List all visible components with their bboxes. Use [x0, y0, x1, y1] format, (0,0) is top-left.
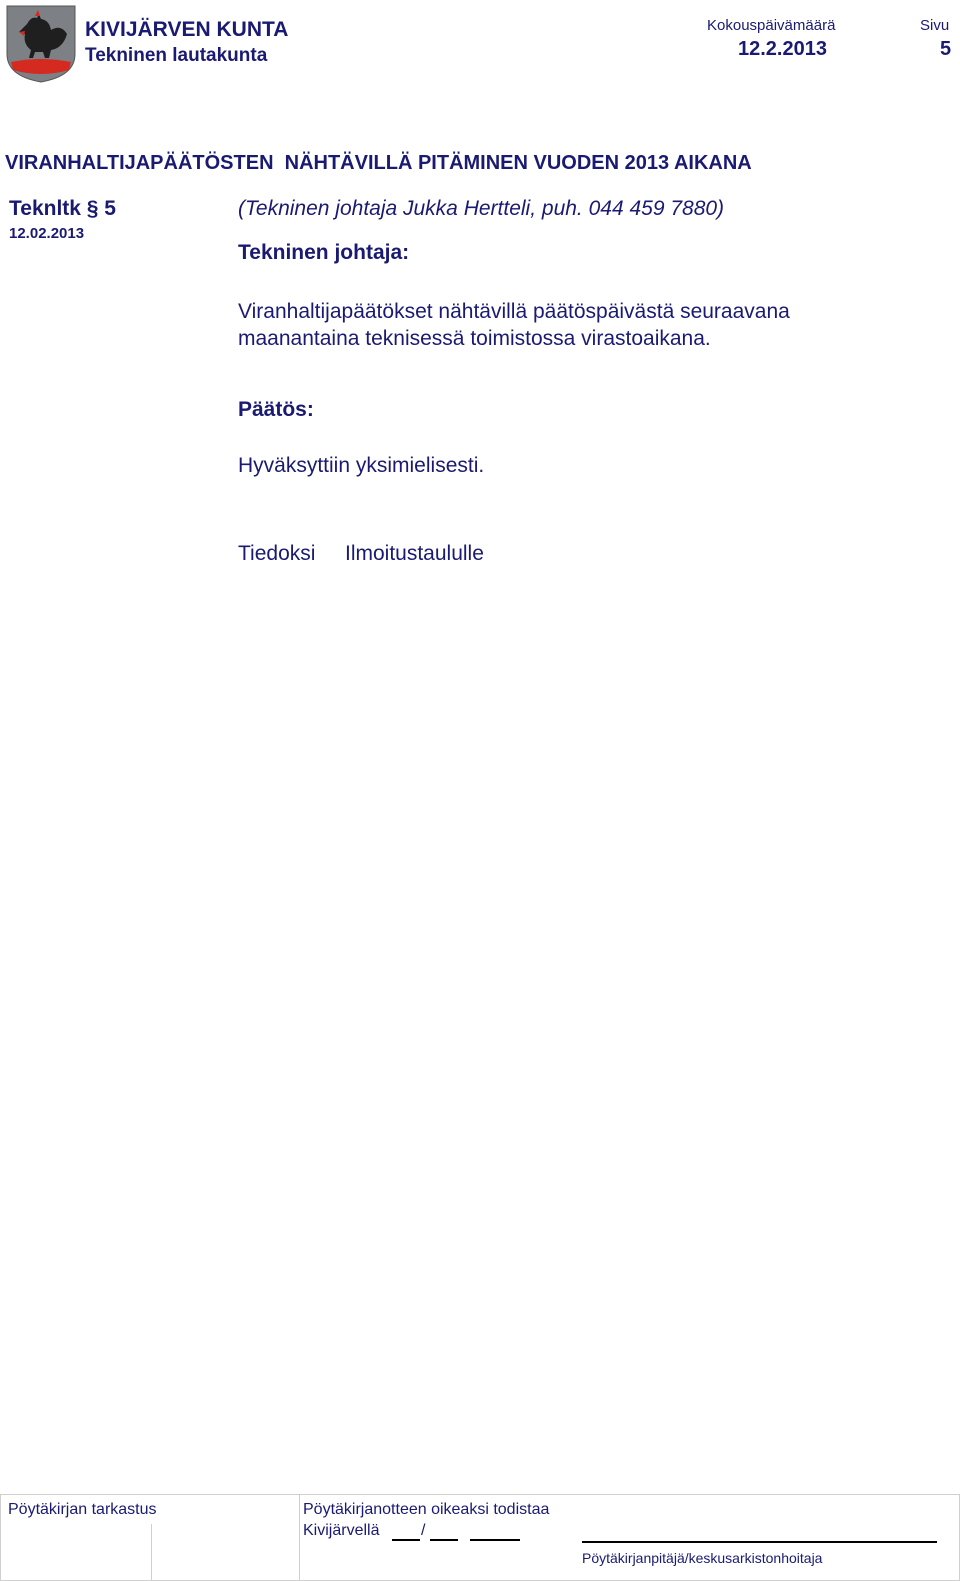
signature-line — [582, 1541, 937, 1543]
meeting-date-label: Kokouspäivämäärä — [707, 17, 836, 34]
signature-month-line — [430, 1539, 458, 1541]
page-label: Sivu — [920, 17, 950, 34]
signature-year-line — [470, 1539, 520, 1541]
place-label: Kivijärvellä — [303, 1522, 380, 1539]
document-title: VIRANHALTIJAPÄÄTÖSTEN NÄHTÄVILLÄ PITÄMINEN VUODEN 2013 AIKANA — [5, 152, 752, 174]
rooster-coat-of-arms-icon — [5, 4, 77, 84]
copy-certification-label: Pöytäkirjanotteen oikeaksi todistaa — [303, 1501, 550, 1518]
meeting-date: 12.2.2013 — [738, 38, 827, 60]
footer-divider — [151, 1524, 152, 1581]
date-separator: / — [421, 1522, 426, 1539]
footer-divider — [0, 1494, 1, 1581]
role-heading: Tekninen johtaja: — [238, 241, 410, 264]
review-label: Pöytäkirjan tarkastus — [8, 1501, 157, 1518]
footer-divider — [299, 1494, 300, 1581]
body-paragraph — [238, 298, 938, 352]
organization-name: KIVIJÄRVEN KUNTA — [85, 18, 289, 41]
decision-heading: Päätös: — [238, 398, 314, 421]
body-line: maanantaina teknisessä toimistossa virastoaikana. — [238, 327, 711, 350]
decision-text: Hyväksyttiin yksimielisesti. — [238, 454, 485, 477]
info-value: Ilmoitustaululle — [345, 542, 484, 565]
footer — [0, 1494, 960, 1581]
organization-board: Tekninen lautakunta — [85, 45, 268, 66]
section-date: 12.02.2013 — [9, 225, 85, 242]
page-number: 5 — [940, 38, 952, 60]
signature-day-line — [392, 1539, 420, 1541]
body-line: Viranhaltijapäätökset nähtävillä päätöspäivästä seuraavana — [238, 300, 790, 323]
contact-info: (Tekninen johtaja Jukka Hertteli, puh. 044 459 7880) — [238, 197, 725, 220]
footer-top-border — [0, 1494, 960, 1495]
keeper-label: Pöytäkirjanpitäjä/keskusarkistonhoitaja — [582, 1550, 823, 1566]
info-label: Tiedoksi — [238, 542, 316, 565]
section-code: Teknltk § 5 — [9, 197, 116, 220]
